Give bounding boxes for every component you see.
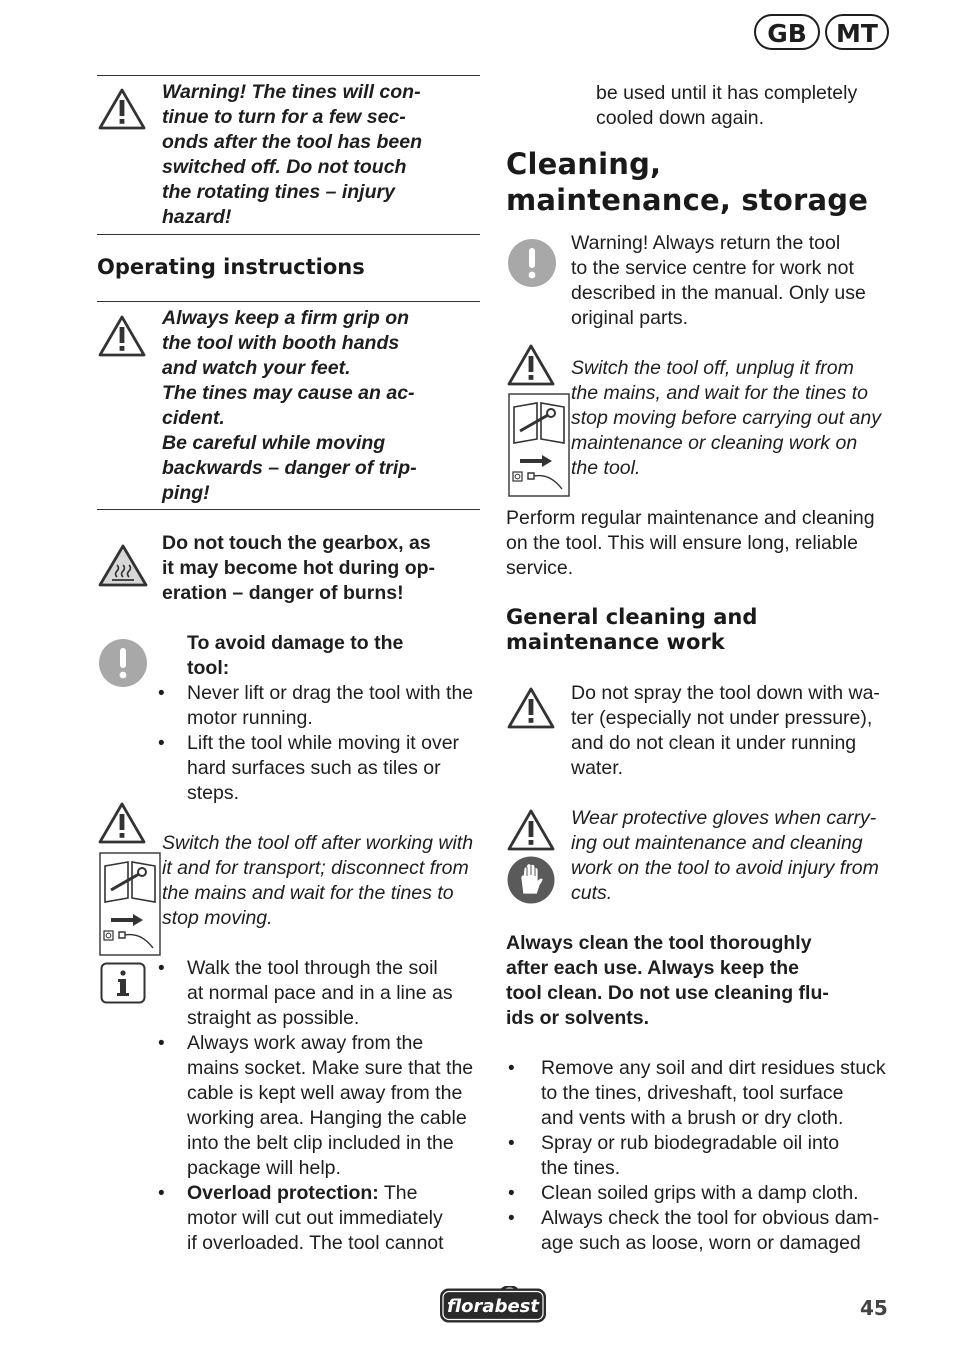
bullet-marker: • bbox=[158, 733, 165, 754]
lang-badge-mt: MT bbox=[825, 14, 889, 50]
continuation-text: be used until it has completely cooled down again. bbox=[596, 82, 858, 129]
section-heading-cleaning: Cleaning, maintenance, storage bbox=[506, 147, 869, 217]
always-clean-text: Always clean the tool thoroughly after each use. Always keep the tool clean. Do not use cleaning flu- ids or solvents. bbox=[506, 932, 829, 1029]
page-number: 45 bbox=[860, 1296, 888, 1320]
list-item: Always check the tool for obvious dam- age such as loose, worn or damaged bbox=[541, 1207, 880, 1254]
manual-unplug-icon-group bbox=[508, 393, 570, 497]
unplug-icon bbox=[513, 455, 562, 489]
warning-gearbox-text: Do not touch the gearbox, as it may become hot during op- eration – danger of burns! bbox=[162, 532, 436, 604]
list-item: Always work away from the mains socket. Make sure that the cable is kept well away from the working area. Hanging the cable into the belt clip included in the package will help. bbox=[187, 1032, 474, 1179]
switch-off-text: Switch the tool off after working with it and for transport; disconnect from the mains and wait for the tines to stop moving. bbox=[162, 832, 474, 929]
gloves-text: Wear protective gloves when carry- ing out maintenance and cleaning work on the tool to avoid injury from cuts. bbox=[571, 807, 879, 904]
list-item: Never lift or drag the tool with the motor running. bbox=[187, 682, 474, 729]
list-item: Walk the tool through the soil at normal pace and in a line as straight as possible. bbox=[187, 957, 453, 1029]
list-item: Lift the tool while moving it over hard surfaces such as tiles or steps. bbox=[187, 732, 460, 804]
brand-logo bbox=[439, 1286, 547, 1324]
divider bbox=[97, 509, 480, 510]
warning-triangle-icon bbox=[97, 87, 147, 131]
avoid-damage-title: To avoid damage to the tool: bbox=[187, 632, 404, 679]
list-item: Spray or rub biodegradable oil into the tines. bbox=[541, 1132, 840, 1179]
overload-label: Overload protection: bbox=[187, 1182, 379, 1204]
warning-tines-text: Warning! The tines will con- tinue to turn for a few sec- onds after the tool has been switched off. Do not touch the rotating tines – injury hazard! bbox=[162, 81, 423, 228]
section-heading-operating: Operating instructions bbox=[97, 255, 365, 279]
bullet-marker: • bbox=[158, 1033, 165, 1054]
bullet-marker: • bbox=[158, 1183, 165, 1204]
divider bbox=[97, 234, 480, 235]
attention-circle-icon bbox=[98, 638, 148, 688]
manual-unplug-icon-group bbox=[99, 852, 161, 956]
warning-triangle-icon bbox=[506, 808, 556, 852]
hot-surface-icon bbox=[97, 543, 149, 588]
divider bbox=[97, 301, 480, 302]
bullet-marker: • bbox=[158, 683, 165, 704]
warning-triangle-icon bbox=[97, 314, 147, 358]
lang-badge-gb: GB bbox=[754, 14, 820, 50]
list-item: Clean soiled grips with a damp cloth. bbox=[541, 1182, 859, 1204]
gloves-icon bbox=[507, 856, 555, 904]
list-item: Overload protection: The motor will cut out immediately if overloaded. The tool cannot bbox=[187, 1182, 444, 1254]
manual-book-icon bbox=[105, 862, 155, 902]
warning-triangle-icon bbox=[506, 686, 556, 730]
bullet-marker: • bbox=[508, 1058, 515, 1079]
bullet-marker: • bbox=[158, 958, 165, 979]
attention-circle-icon bbox=[507, 238, 557, 288]
section-heading-general: General cleaning and maintenance work bbox=[506, 605, 758, 654]
manual-book-icon bbox=[514, 403, 564, 443]
warning-triangle-icon bbox=[97, 801, 147, 845]
divider bbox=[97, 75, 480, 76]
unplug-text: Switch the tool off, unplug it from the mains, and wait for the tines to stop moving before carrying out any maintenance or cleaning work on the tool. bbox=[571, 357, 882, 479]
svg-text:florabest: florabest bbox=[447, 1296, 539, 1317]
info-icon bbox=[100, 962, 146, 1004]
regular-maintenance-text: Perform regular maintenance and cleaning on the tool. This will ensure long, reliable service. bbox=[506, 507, 875, 579]
list-item: Remove any soil and dirt residues stuck to the tines, driveshaft, tool surface and vents with a brush or dry cloth. bbox=[541, 1057, 886, 1129]
bullet-marker: • bbox=[508, 1183, 515, 1204]
warning-grip-text: Always keep a firm grip on the tool with booth hands and watch your feet. The tines may cause an ac- cident. Be careful while moving backwards – danger of trip- ping! bbox=[162, 307, 417, 504]
no-spray-text: Do not spray the tool down with wa- ter (especially not under pressure), and do not clean it under running water. bbox=[571, 682, 880, 779]
bullet-marker: • bbox=[508, 1208, 515, 1229]
bullet-marker: • bbox=[508, 1133, 515, 1154]
warning-triangle-icon bbox=[506, 343, 556, 387]
unplug-icon bbox=[104, 914, 153, 948]
service-warning-text: Warning! Always return the tool to the service centre for work not described in the manual. Only use original parts. bbox=[571, 232, 866, 329]
